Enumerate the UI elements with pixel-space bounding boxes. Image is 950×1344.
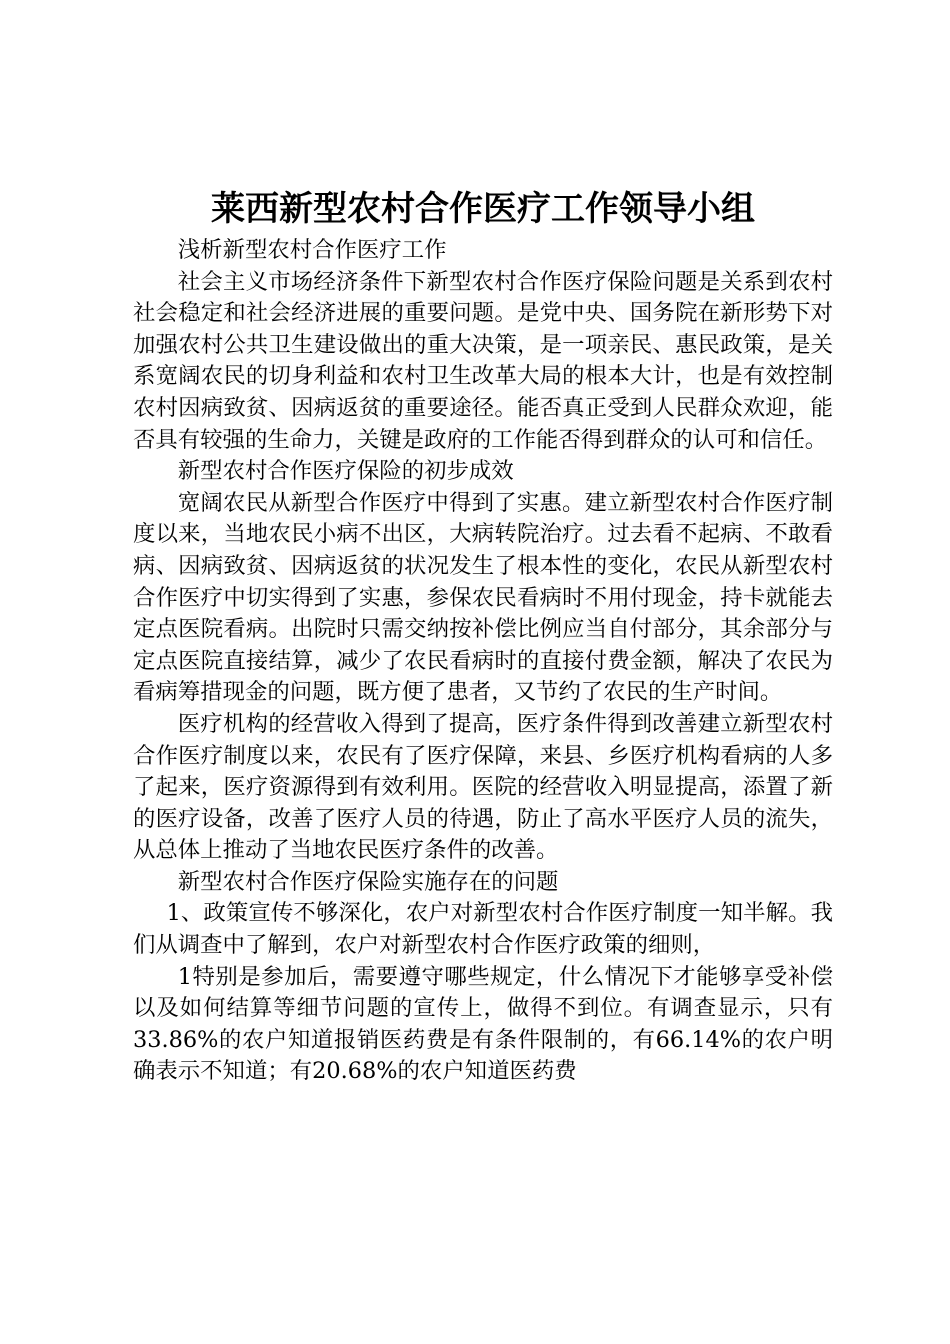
section-heading: 新型农村合作医疗保险实施存在的问题 [177,868,559,895]
paragraph: 社会主义市场经济条件下新型农村合作医疗保险问题是关系到农村社会稳定和社会经济进展的重要问题。是党中央、国务院在新形势下对加强农村公共卫生建设做出的重大决策，是一项亲民、惠民政策，是关系宽阔农民的切身利益和农村卫生改革大局的根本大计，也是有效控制农村因病致贫、因病返贫的重要途径。能否真正受到人民群众欢迎，能否具有较强的生命力，关键是政府的工作能否得到群众的认可和信任。 [133,268,833,453]
document-title: 莱西新型农村合作医疗工作领导小组 [211,189,755,229]
document-page [133,185,833,1088]
paragraph: 医疗机构的经营收入得到了提高，医疗条件得到改善建立新型农村合作医疗制度以来，农民有了医疗保障，来县、乡医疗机构看病的人多了起来，医疗资源得到有效利用。医院的经营收入明显提高，添置了新的医疗设备，改善了医疗人员的待遇，防止了高水平医疗人员的流失，从总体上推动了当地农民医疗条件的改善。 [133,710,833,864]
section-heading: 新型农村合作医疗保险的初步成效 [177,458,514,485]
section-heading: 浅析新型农村合作医疗工作 [177,237,447,263]
numbered-paragraph: 1、政策宣传不够深化，农户对新型农村合作医疗制度一知半解。我们从调查中了解到，农户对新型农村合作医疗政策的细则， [133,900,833,959]
paragraph: 宽阔农民从新型合作医疗中得到了实惠。建立新型农村合作医疗制度以来，当地农民小病不出区，大病转院治疗。过去看不起病、不敢看病、因病致贫、因病返贫的状况发生了根本性的变化，农民从新型农村合作医疗中切实得到了实惠，参保农民看病时不用付现金，持卡就能去定点医院看病。出院时只需交纳按补偿比例应当自付部分，其余部分与定点医院直接结算，减少了农民看病时的直接付费金额，解决了农民为看病筹措现金的问题，既方便了患者，又节约了农民的生产时间。 [133,489,833,706]
paragraph: 1特别是参加后，需要遵守哪些规定，什么情况下才能够享受补偿以及如何结算等细节问题的宣传上，做得不到位。有调查显示，只有33.86%的农户知道报销医药费是有条件限制的，有66.14%的农户明确表示不知道；有20.68%的农户知道医药费 [133,963,833,1085]
